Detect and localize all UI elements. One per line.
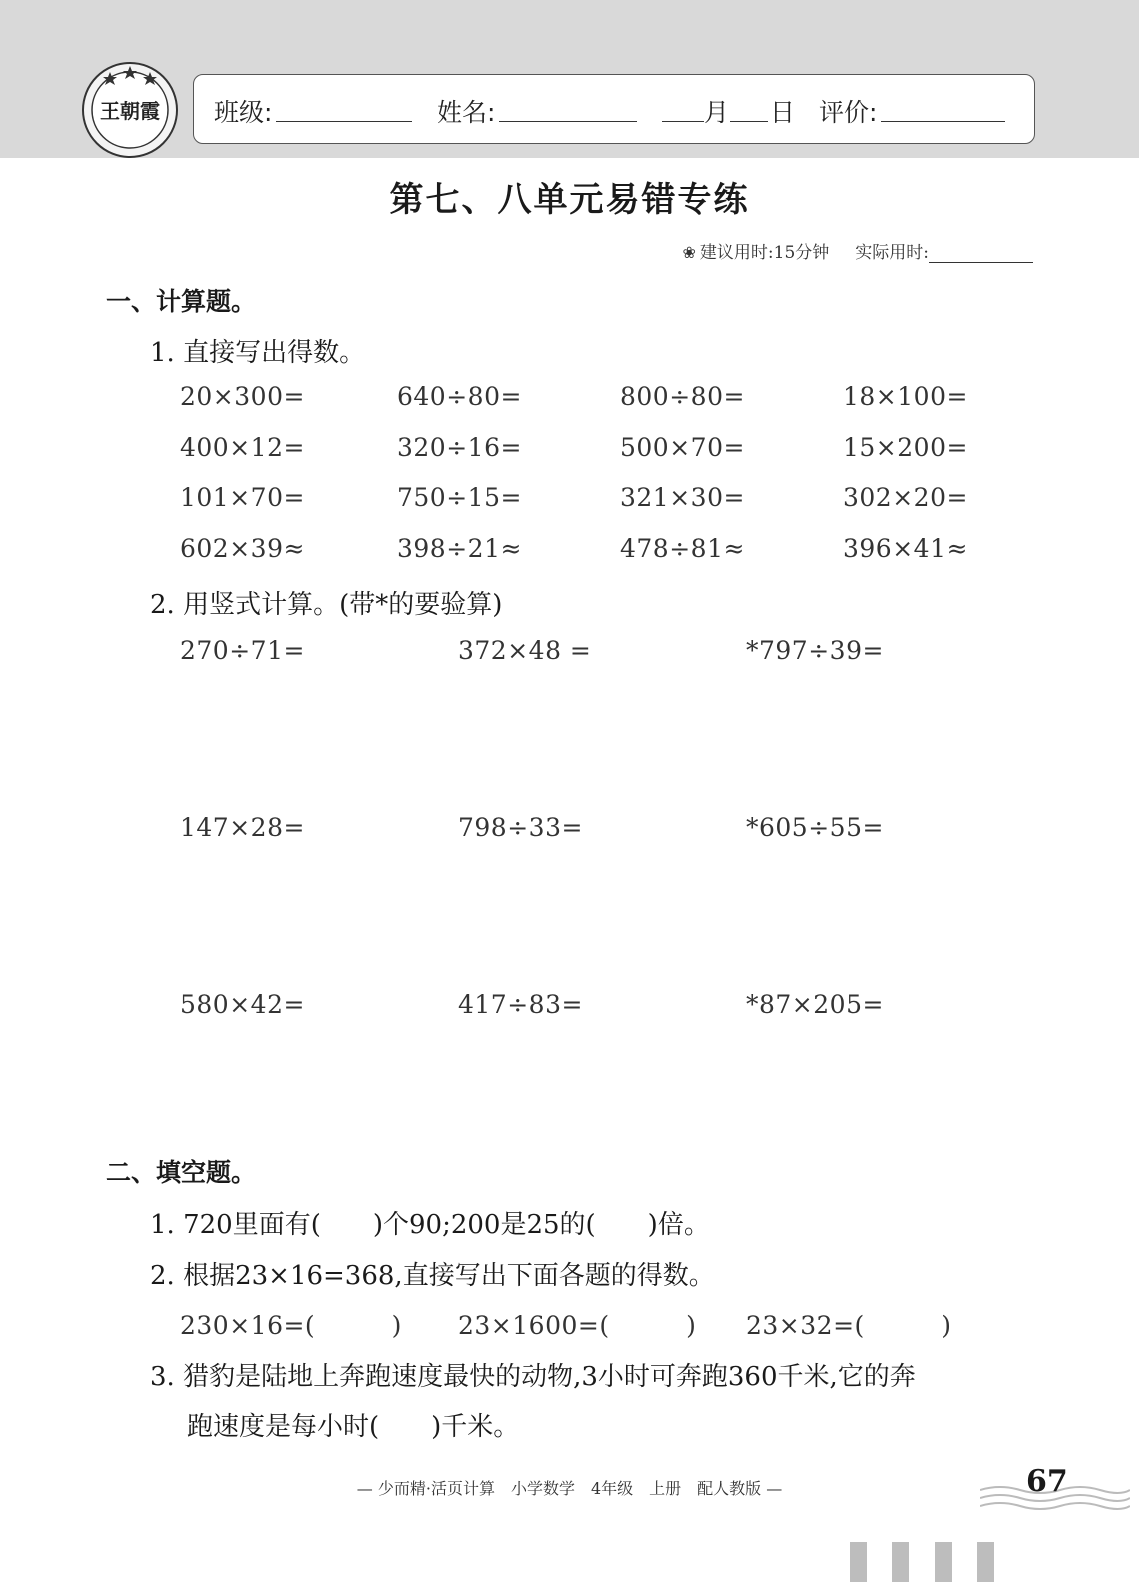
name-label: 姓名: [437, 98, 496, 127]
oral-calc-item: 101×70= [180, 483, 305, 512]
fill-q3-line2: 跑速度是每小时( )千米。 [187, 1412, 520, 1442]
edge-bar [850, 1542, 867, 1582]
oral-calc-item: 602×39≈ [180, 534, 305, 563]
vertical-calc-item: 372×48 = [458, 636, 592, 665]
oral-calc-item: 18×100= [843, 382, 968, 411]
month-field[interactable] [662, 95, 704, 122]
student-info-box [193, 74, 1035, 144]
publisher-logo [80, 60, 180, 160]
q1-label: 1. 直接写出得数。 [150, 338, 366, 368]
actual-time-label: 实际用时: [855, 243, 929, 263]
fill-q2-item: 23×1600=( ) [458, 1311, 697, 1340]
fill-q2-label: 2. 根据23×16=368,直接写出下面各题的得数。 [150, 1261, 715, 1291]
oral-calc-item: 398÷21≈ [397, 534, 522, 563]
class-label: 班级: [214, 98, 273, 127]
day-field[interactable] [730, 95, 768, 122]
vertical-calc-item: 147×28= [180, 813, 305, 842]
oral-calc-item: 500×70= [620, 433, 745, 462]
q2-label: 2. 用竖式计算。(带*的要验算) [150, 590, 503, 620]
eval-label: 评价: [819, 98, 878, 127]
edge-bar [892, 1542, 909, 1582]
day-label: 日 [770, 98, 796, 127]
section1-heading: 一、计算题。 [106, 287, 257, 316]
footer-text: — 少而精·活页计算 小学数学 4年级 上册 配人教版 — [356, 1479, 783, 1498]
vertical-calc-item: *87×205= [746, 990, 884, 1019]
class-field[interactable] [276, 95, 412, 122]
oral-calc-item: 396×41≈ [843, 534, 968, 563]
eval-field[interactable] [881, 95, 1005, 122]
month-label: 月 [704, 98, 730, 127]
oral-calc-item: 640÷80= [397, 382, 522, 411]
page-title: 第七、八单元易错专练 [389, 180, 750, 220]
fill-q1: 1. 720里面有( )个90;200是25的( )倍。 [150, 1210, 710, 1240]
edge-bar [935, 1542, 952, 1582]
oral-calc-item: 320÷16= [397, 433, 522, 462]
name-field[interactable] [499, 95, 637, 122]
time-hint [683, 238, 1034, 263]
actual-time-field[interactable] [929, 242, 1033, 263]
svg-text:王朝霞: 王朝霞 [100, 99, 160, 123]
vertical-calc-item: 580×42= [180, 990, 305, 1019]
vertical-calc-item: 798÷33= [458, 813, 583, 842]
suggested-time: 建议用时:15分钟 [699, 243, 830, 263]
fill-q3-line1: 3. 猎豹是陆地上奔跑速度最快的动物,3小时可奔跑360千米,它的奔 [150, 1362, 916, 1392]
fill-q2-item: 23×32=( ) [746, 1311, 952, 1340]
vertical-calc-item: *605÷55= [746, 813, 884, 842]
fill-q2-item: 230×16=( ) [180, 1311, 402, 1340]
oral-calc-item: 478÷81≈ [620, 534, 745, 563]
clock-icon: ❀ [682, 243, 696, 262]
oral-calc-item: 750÷15= [397, 483, 522, 512]
oral-calc-item: 321×30= [620, 483, 745, 512]
vertical-calc-item: 417÷83= [458, 990, 583, 1019]
oral-calc-item: 20×300= [180, 382, 305, 411]
oral-calc-item: 400×12= [180, 433, 305, 462]
vertical-calc-item: *797÷39= [746, 636, 884, 665]
section2-heading: 二、填空题。 [106, 1158, 257, 1187]
oral-calc-item: 800÷80= [620, 382, 745, 411]
oral-calc-item: 302×20= [843, 483, 968, 512]
page-number: 67 [1026, 1464, 1068, 1499]
edge-bar [977, 1542, 994, 1582]
vertical-calc-item: 270÷71= [180, 636, 305, 665]
oral-calc-item: 15×200= [843, 433, 968, 462]
